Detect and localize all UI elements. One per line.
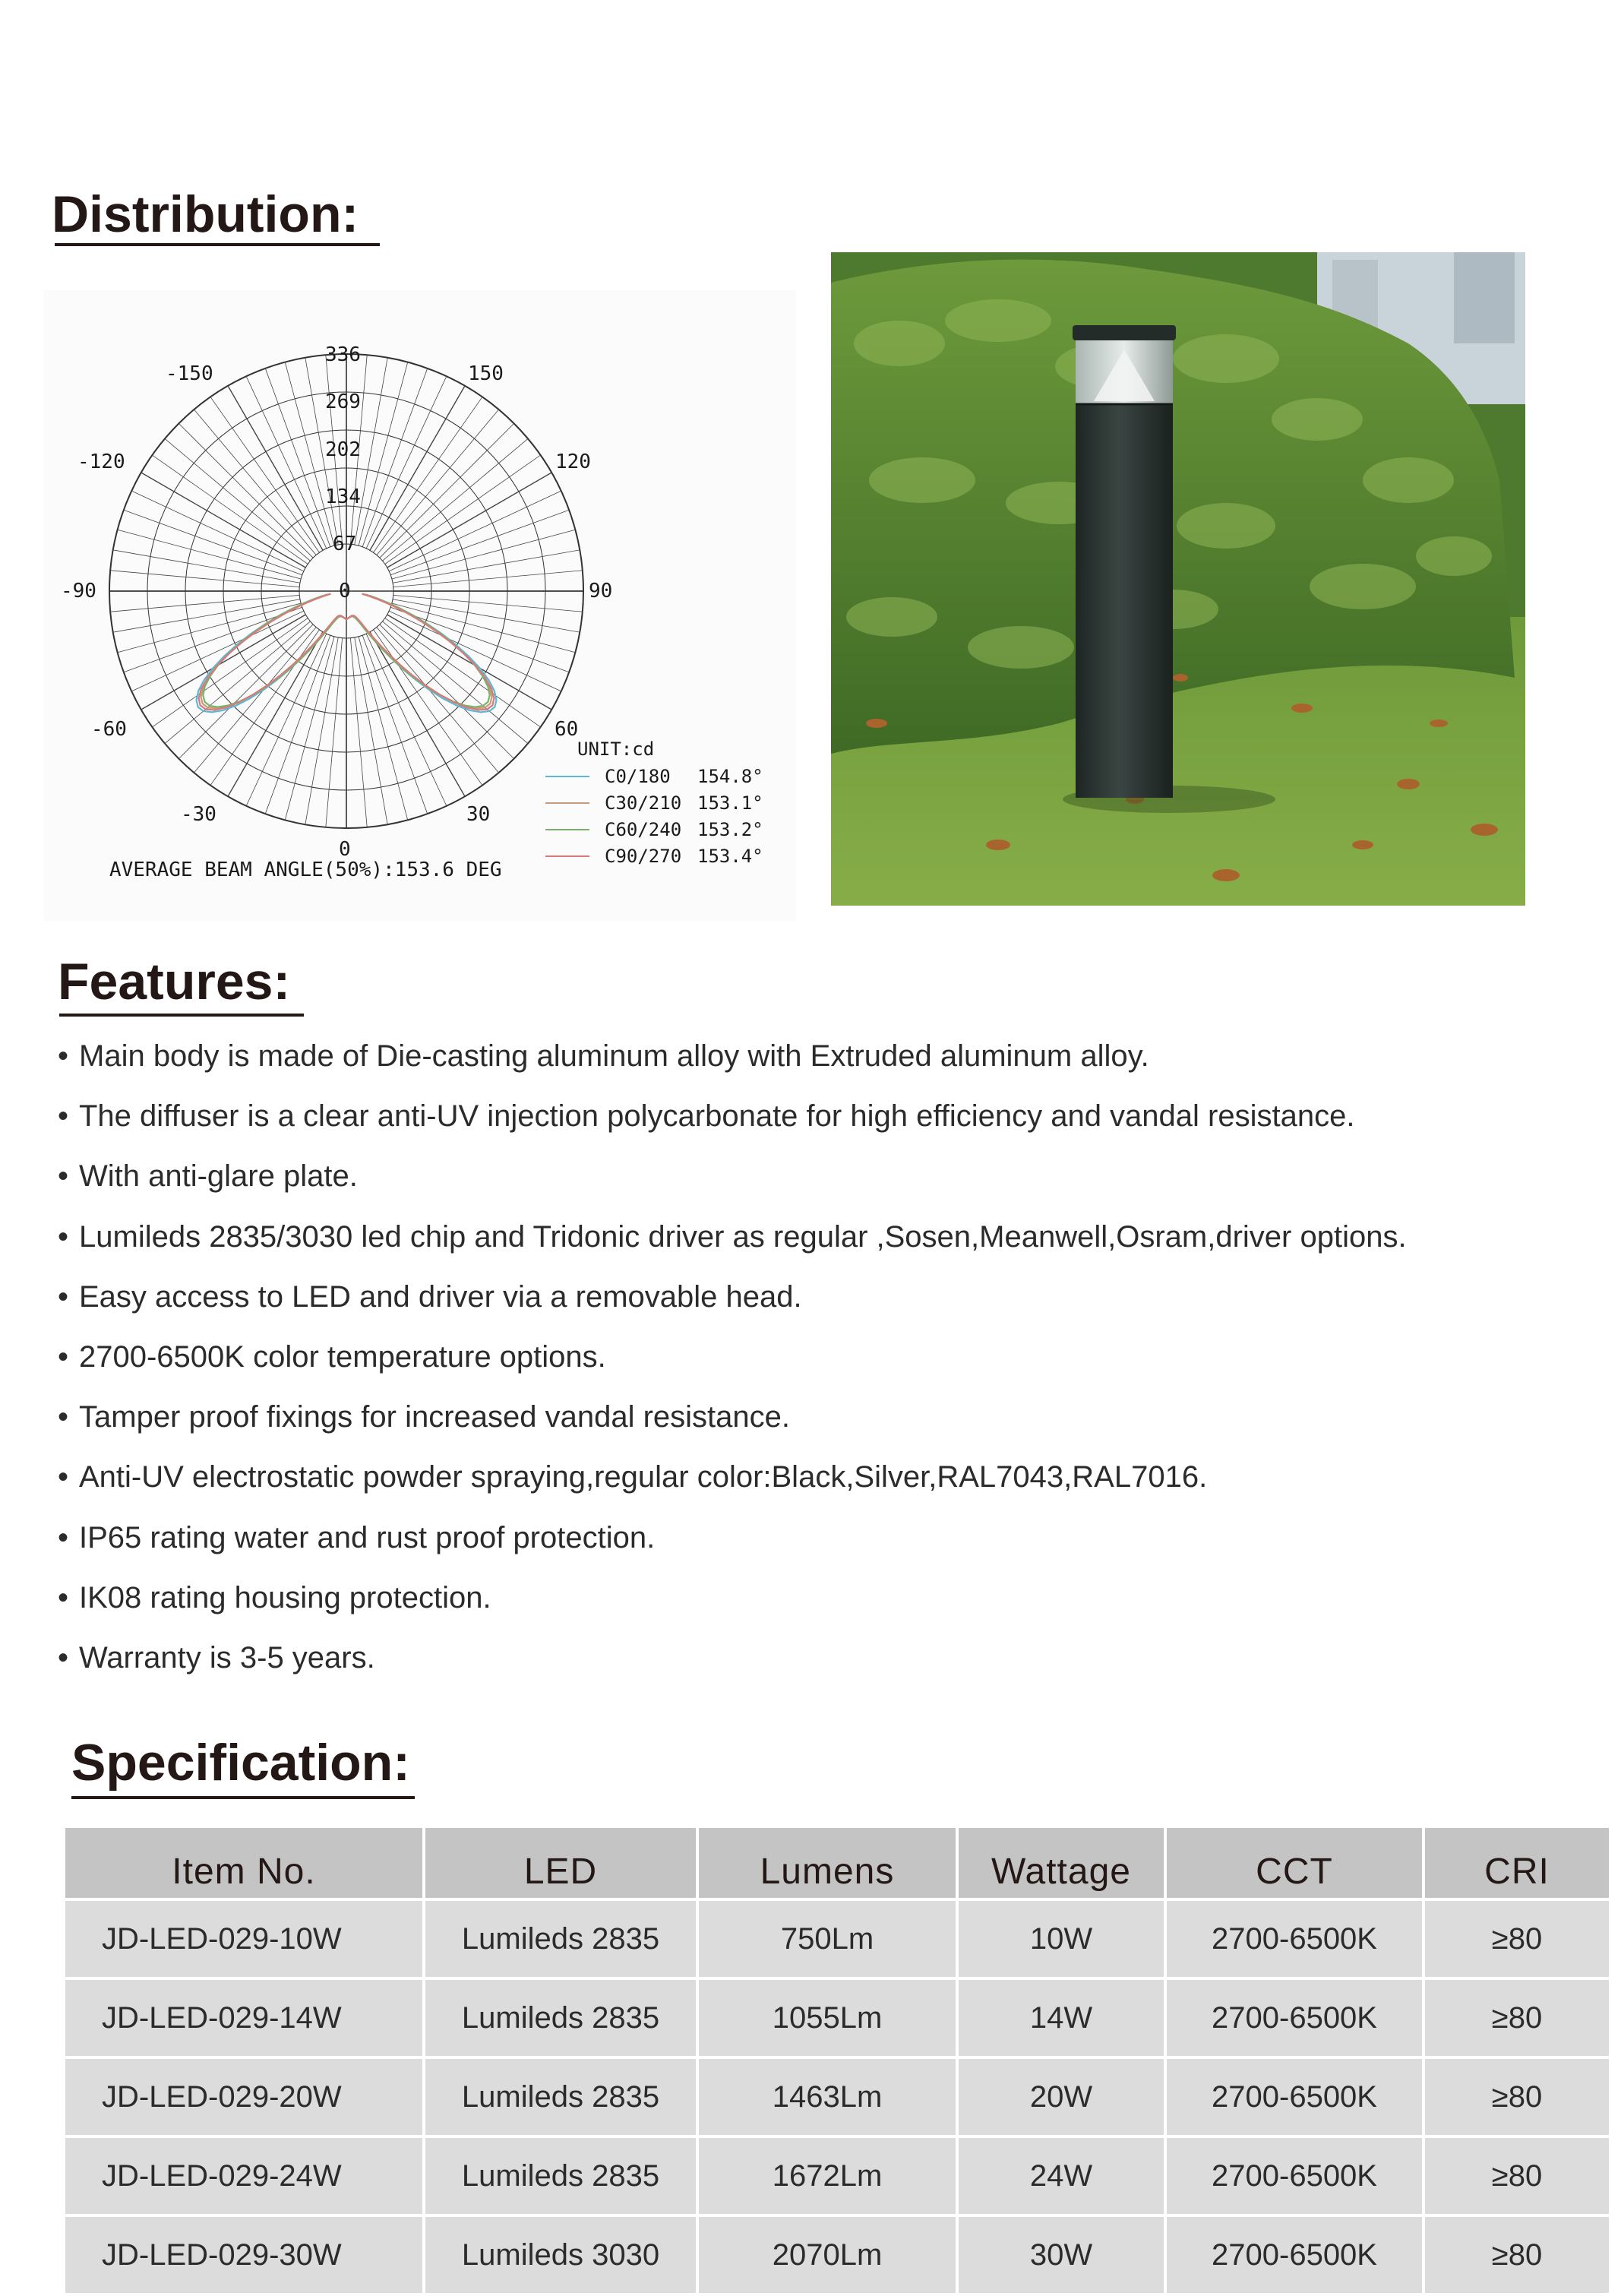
cell-cct: 2700-6500K [1165,2215,1424,2294]
table-row [64,1899,1610,1978]
grid-spoke [194,627,316,773]
angle-label-neg60: -60 [91,718,127,741]
header-item-no: Item No. [64,1826,424,1899]
cell-cct: 2700-6500K [1165,2136,1424,2215]
grid-spoke [385,455,541,564]
cell-led: Lumileds 2835 [424,1899,697,1978]
grid-spoke [377,627,499,773]
cell-led: Lumileds 2835 [424,2057,697,2136]
bullet-icon: • [58,1219,69,1254]
grid-spoke [389,491,561,571]
angle-label-neg120: -120 [77,451,125,473]
feature-text: 2700-6500K color temperature options. [79,1339,606,1374]
cell-lumens: 1055Lm [697,1978,957,2057]
grid-spoke [382,621,528,744]
feature-item [58,1035,1577,1095]
cell-item-no: JD-LED-029-14W [64,1978,424,2057]
cell-cct: 2700-6500K [1165,1899,1424,1978]
features-list [58,1035,1577,1697]
header-lumens: Lumens [697,1826,957,1899]
feature-text: Easy access to LED and driver via a removable head. [79,1279,802,1314]
grid-spoke [377,410,499,555]
bullet-icon: • [58,1099,69,1134]
angle-label-0: 0 [339,838,351,861]
angle-label-30: 30 [466,803,491,826]
cell-item-no: JD-LED-029-24W [64,2136,424,2215]
angle-label-90: 90 [589,580,613,602]
cell-led: Lumileds 2835 [424,1978,697,2057]
cell-cct: 2700-6500K [1165,1978,1424,2057]
grid-spoke [246,376,327,549]
grid-spoke [113,550,300,583]
bullet-icon: • [58,1460,69,1494]
angle-label-120: 120 [555,451,591,473]
grid-spoke [374,397,482,552]
legend-label-c90: C90/270 [605,846,682,867]
cell-led: Lumileds 2835 [424,2136,697,2215]
grid-spoke [305,637,338,824]
bullet-icon: • [58,1520,69,1554]
distribution-heading: Distribution: [52,185,359,243]
grid-spoke [392,603,575,653]
bullet-icon: • [58,1339,69,1374]
grid-spoke [326,638,343,827]
features-heading: Features: [58,953,291,1010]
angle-label-150: 150 [468,362,504,385]
feature-text: Lumileds 2835/3030 led chip and Tridonic driver as regular ,Sosen,Meanwell,Osram,driver options. [79,1219,1407,1254]
feature-text: The diffuser is a clear anti-UV injection polycarbonate for high efficiency and vandal resistance. [79,1099,1355,1134]
table-row [64,2215,1610,2294]
feature-text: Tamper proof fixings for increased vandal resistance. [79,1400,791,1434]
legend-angle-c60: 153.2° [697,819,763,840]
bollard-light-photo [831,252,1525,906]
header-wattage: Wattage [957,1826,1165,1899]
grid-spoke [393,599,580,632]
angle-label-neg150: -150 [166,362,213,385]
feature-text: Anti-UV electrostatic powder spraying,regular color:Black,Silver,RAL7043,RAL7016. [79,1460,1208,1494]
cell-wattage: 14W [957,1978,1165,2057]
bullet-icon: • [58,1279,69,1314]
bullet-icon: • [58,1580,69,1614]
table-row [64,1978,1610,2057]
grid-spoke [110,571,299,587]
grid-spoke [382,438,528,561]
grid-spoke [110,595,299,612]
cell-lumens: 750Lm [697,1899,957,1978]
radial-label-134: 134 [325,485,361,508]
grid-spoke [118,530,301,579]
grid-spoke [393,595,583,612]
feature-item [58,1396,1577,1456]
specification-heading: Specification: [71,1734,410,1792]
feature-item [58,1516,1577,1577]
feature-item [58,1276,1577,1336]
cell-led: Lumileds 3030 [424,2215,697,2294]
radial-label-67: 67 [333,533,357,555]
angle-label-neg30: -30 [181,803,216,826]
grid-spoke [392,530,575,579]
cell-item-no: JD-LED-029-30W [64,2215,424,2294]
cell-cri: ≥80 [1424,2215,1610,2294]
feature-text: IP65 rating water and rust proof protection. [79,1520,656,1554]
cell-wattage: 10W [957,1899,1165,1978]
grid-spoke [113,599,300,632]
feature-item [58,1577,1577,1637]
polar-chart [44,290,796,921]
table-header-row [64,1826,1610,1899]
legend-label-c30: C30/210 [605,792,682,814]
cell-cri: ≥80 [1424,2057,1610,2136]
specification-underline [71,1796,415,1799]
grid-spoke [131,491,304,571]
grid-spoke [118,603,301,653]
angle-label-60: 60 [555,718,579,741]
header-led: LED [424,1826,697,1899]
bullet-icon: • [58,1039,69,1073]
grid-spoke [152,455,308,564]
feature-item [58,1637,1577,1697]
cell-lumens: 1463Lm [697,2057,957,2136]
features-underline [59,1014,304,1017]
feature-item [58,1336,1577,1396]
bullet-icon: • [58,1400,69,1434]
legend-angle-c90: 153.4° [697,846,763,867]
feature-text: IK08 rating housing protection. [79,1580,491,1614]
grid-spoke [366,376,447,549]
feature-item [58,1216,1577,1276]
cell-wattage: 24W [957,2136,1165,2215]
legend-angle-c30: 153.1° [697,792,763,814]
grid-spoke [366,634,447,806]
cell-lumens: 2070Lm [697,2215,957,2294]
radial-label-269: 269 [325,391,361,413]
radial-label-336: 336 [325,343,361,366]
grid-spoke [393,571,583,587]
grid-spoke [355,637,387,824]
feature-item [58,1155,1577,1215]
grid-spoke [165,438,311,561]
angle-label-neg90: -90 [61,580,96,602]
radial-label-202: 202 [325,438,361,461]
feature-text: Warranty is 3-5 years. [79,1640,375,1675]
grid-spoke [246,634,327,806]
table-row [64,2057,1610,2136]
feature-item [58,1456,1577,1516]
bullet-icon: • [58,1159,69,1194]
specification-table [62,1825,1612,2296]
legend-label-c60: C60/240 [605,819,682,840]
cell-wattage: 30W [957,2215,1165,2294]
bullet-icon: • [58,1640,69,1675]
cell-cct: 2700-6500K [1165,2057,1424,2136]
grid-spoke [350,638,367,827]
grid-spoke [393,550,580,583]
product-photo [831,252,1525,906]
cell-cri: ≥80 [1424,1899,1610,1978]
polar-distribution-diagram [44,290,796,921]
table-row [64,2136,1610,2215]
cell-cri: ≥80 [1424,1978,1610,2057]
feature-text: Main body is made of Die-casting aluminum alloy with Extruded aluminum alloy. [79,1039,1149,1073]
unit-label: UNIT:cd [577,738,655,760]
grid-spoke [165,621,311,744]
cell-item-no: JD-LED-029-10W [64,1899,424,1978]
grid-spoke [194,410,316,555]
grid-spoke [359,362,408,546]
header-cct: CCT [1165,1826,1424,1899]
header-cri: CRI [1424,1826,1610,1899]
legend-angle-c0: 154.8° [697,766,763,787]
feature-item [58,1095,1577,1155]
cell-item-no: JD-LED-029-20W [64,2057,424,2136]
grid-spoke [210,397,319,552]
legend-label-c0: C0/180 [605,766,671,787]
cell-wattage: 20W [957,2057,1165,2136]
feature-text: With anti-glare plate. [79,1159,358,1194]
distribution-underline [55,243,380,246]
cell-lumens: 1672Lm [697,2136,957,2215]
cell-cri: ≥80 [1424,2136,1610,2215]
radial-label-0: 0 [339,580,351,602]
average-beam-angle: AVERAGE BEAM ANGLE(50%):153.6 DEG [109,859,502,881]
